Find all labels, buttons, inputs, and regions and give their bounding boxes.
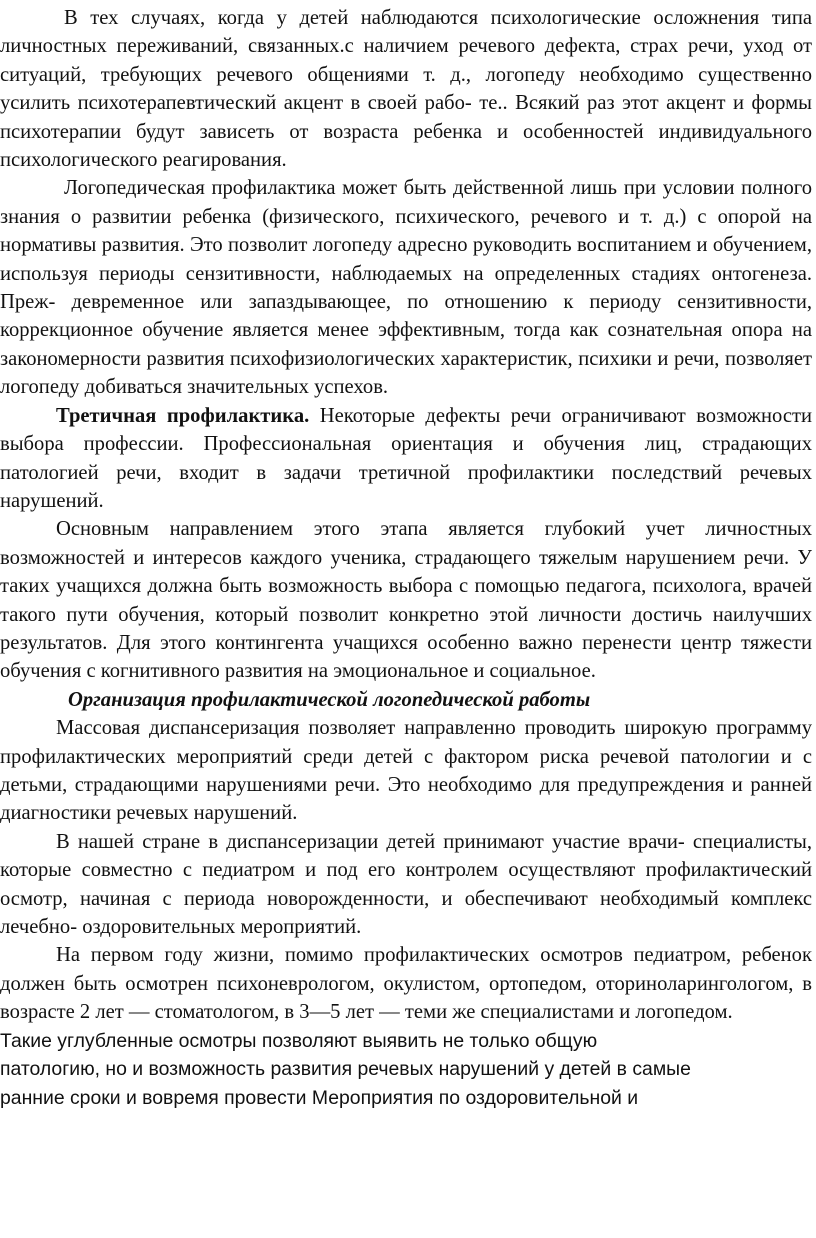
tertiary-prevention-term: Третичная профилактика. <box>56 404 310 427</box>
paragraph-first-year: На первом году жизни, помимо профилактических осмотров педиатром, ребенок должен быть осмотрен психоневрологом, окулистом, ортопедом, оториноларингологом, в возрасте 2 лет — стоматологом, в 3—5 лет — теми же специалистами и логопедом. <box>0 944 812 1024</box>
in-depth-exams-line-2: патологию, но и возможность развития речевых нарушений у детей в самые <box>0 1058 691 1081</box>
section-heading: Организация профилактической логопедической работы <box>68 688 591 711</box>
paragraph-speech-prevention: Логопедическая профилактика может быть действенной лишь при условии полного знания о развитии ребенка (физического, психического, речевого и т. д.) с опорой на нормативы развития. Это позволит логопеду адресно руководить воспитанием и обучением, используя периоды сензитивности, наблюдаемых на определенных стадиях онтогенеза. Преж- девременное или запаздывающее, по отношению к периоду сензитивности, коррекционное обучение является менее эффективным, тогда как сознательная опора на закономерности развития психофизиологических характеристик, психики и речи, позволяет логопеду добиваться значительных успехов. <box>0 177 812 399</box>
paragraph-specialists: В нашей стране в диспансеризации детей принимают участие врачи- специалисты, которые совместно с педиатром и под его контролем осуществляют профилактический осмотр, начиная с периода новорожденности, и обеспечивают необходимый комплекс лечебно- оздоровительных мероприятий. <box>0 830 812 938</box>
in-depth-exams-line-3: ранние сроки и вовремя провести Мероприятия по оздоровительной и <box>0 1086 639 1109</box>
paragraph-mass-screening: Массовая диспансеризация позволяет направленно проводить широкую программу профилактических мероприятий среди детей с фактором риска речевой патологии и с детьми, страдающими нарушениями речи. Это необходимо для предупреждения и ранней диагностики речевых нарушений. <box>0 717 812 825</box>
paragraph-in-depth-exams <box>0 1027 812 1113</box>
paragraph-main-direction: Основным направлением этого этапа является глубокий учет личностных возможностей и интересов каждого ученика, страдающего тяжелым нарушением речи. У таких учащихся должна быть возможность выбора с помощью педагога, психолога, врачей такого пути обучения, который позволит конкретно этой личности достичь наилучших результатов. Для этого контингента учащихся особенно важно перенести центр тяжести обучения с когнитивного развития на эмоциональное и социальное. <box>0 518 812 683</box>
paragraph-tertiary-prevention <box>0 402 812 516</box>
tertiary-prevention-text: Некоторые дефекты речи ограничивают возможности выбора профессии. Профессиональная ориентация и обучения лиц, страдающих патологией речи, входит в задачи третичной профилактики последствий речевых нарушений. <box>0 404 812 512</box>
in-depth-exams-line-1: Такие углубленные осмотры позволяют выявить не только общую <box>0 1029 598 1052</box>
paragraph-psychotherapy: В тех случаях, когда у детей наблюдаются психологические осложнения типа личностных переживаний, связанных.с наличием речевого дефекта, страх речи, уход от ситуаций, требующих речевого общениями т. д., логопеду необходимо существенно усилить психотерапевтический акцент в своей рабо- те.. Всякий раз этот акцент и формы психотерапии будут зависеть от возраста ребенка и особенностей индивидуального психологического реагирования. <box>0 7 812 172</box>
